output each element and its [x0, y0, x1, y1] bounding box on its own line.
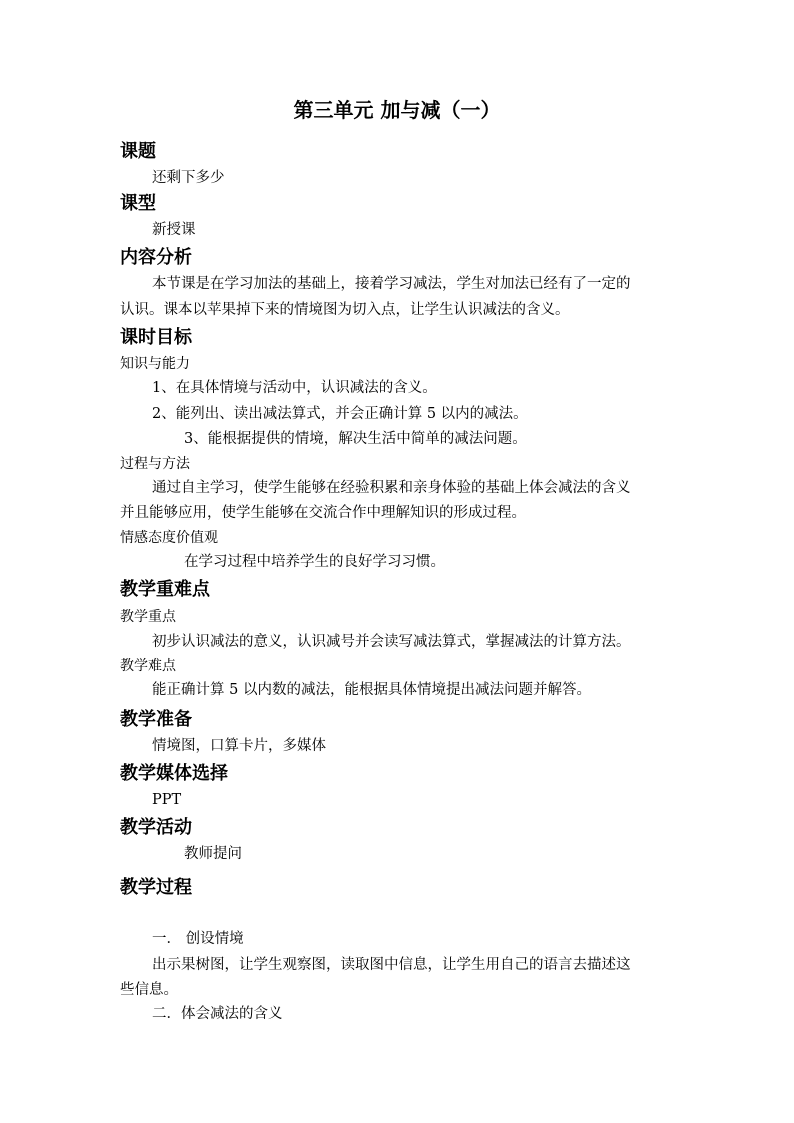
zhunbei-text: 情境图，口算卡片，多媒体 — [152, 738, 326, 754]
step-1-heading: 一． 创设情境 — [152, 931, 244, 947]
heading-meiti: 教学媒体选择 — [120, 763, 228, 784]
subheading-zhongdian: 教学重点 — [120, 609, 176, 625]
neirong-line-2: 认识。课本以苹果掉下来的情境图为切入点，让学生认识减法的含义。 — [120, 302, 570, 318]
heading-huodong: 教学活动 — [120, 817, 192, 838]
meiti-text: PPT — [152, 792, 182, 808]
heading-mubiao: 课时目标 — [120, 327, 192, 348]
qinggan-text: 在学习过程中培养学生的良好学习习惯。 — [184, 554, 445, 570]
step-2-heading: 二．体会减法的含义 — [152, 1006, 283, 1022]
heading-zhunbei: 教学准备 — [120, 709, 192, 730]
kexing-text: 新授课 — [152, 222, 196, 238]
nandian-text: 能正确计算 5 以内数的减法，能根据具体情境提出减法问题并解答。 — [152, 682, 591, 698]
document-title: 第三单元 加与减（一） — [293, 98, 501, 122]
heading-jiaoxue-guocheng: 教学过程 — [120, 877, 192, 898]
subheading-guocheng: 过程与方法 — [120, 456, 190, 472]
zhishi-item-1: 1、在具体情境与活动中，认识减法的含义。 — [152, 380, 437, 396]
heading-kexing: 课型 — [120, 193, 156, 214]
heading-neirong: 内容分析 — [120, 247, 192, 268]
heading-keti: 课题 — [120, 141, 156, 162]
subheading-zhishi: 知识与能力 — [120, 356, 190, 372]
zhishi-item-2: 2、能列出、读出减法算式，并会正确计算 5 以内的减法。 — [152, 406, 528, 422]
guocheng-line-2: 并且能够应用，使学生能够在交流合作中理解知识的形成过程。 — [120, 505, 526, 521]
step-1-line-2: 些信息。 — [120, 982, 178, 998]
zhongdian-text: 初步认识减法的意义，认识减号并会读写减法算式，掌握减法的计算方法。 — [152, 634, 631, 650]
huodong-text: 教师提问 — [184, 846, 242, 862]
heading-zhongnan: 教学重难点 — [120, 579, 210, 600]
subheading-nandian: 教学难点 — [120, 658, 176, 674]
subheading-qinggan: 情感态度价值观 — [120, 530, 218, 546]
zhishi-item-3: 3、能根据提供的情境，解决生活中简单的减法问题。 — [184, 431, 527, 447]
step-1-line-1: 出示果树图，让学生观察图，读取图中信息，让学生用自己的语言去描述这 — [152, 957, 631, 973]
neirong-line-1: 本节课是在学习加法的基础上，接着学习减法，学生对加法已经有了一定的 — [152, 276, 631, 292]
guocheng-line-1: 通过自主学习，使学生能够在经验积累和亲身体验的基础上体会减法的含义 — [152, 480, 631, 496]
keti-text: 还剩下多少 — [152, 170, 225, 186]
